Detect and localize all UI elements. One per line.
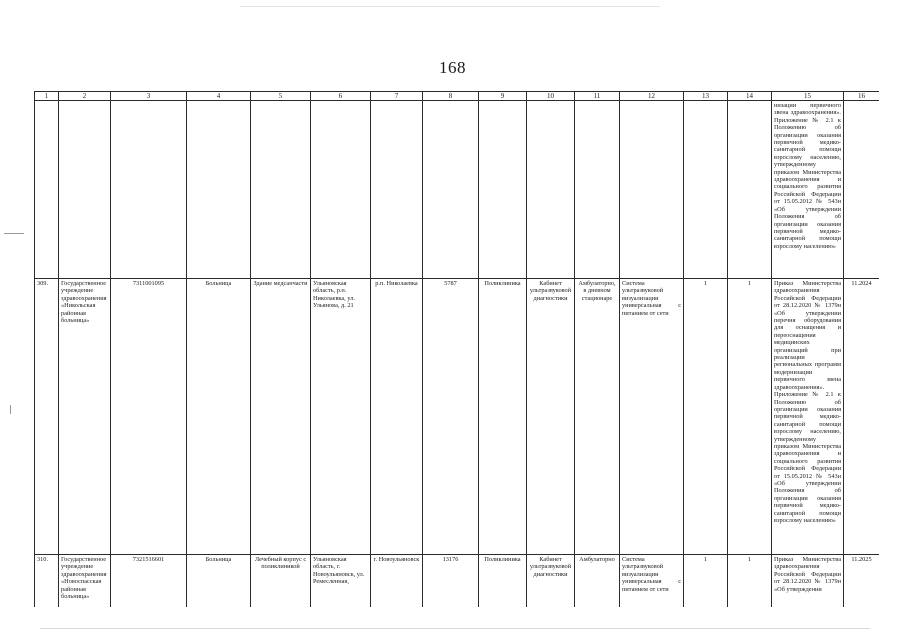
- cell-code: 7311001095: [111, 279, 187, 555]
- cell-empty: [251, 101, 311, 279]
- cell-date: 11.2024: [844, 279, 880, 555]
- cell-empty: [187, 101, 251, 279]
- cell-empty: [423, 101, 479, 279]
- header-row: [35, 92, 880, 101]
- col-header-14: 14: [728, 92, 772, 101]
- col-header-12: 12: [620, 92, 684, 101]
- cell-organization: Государственное учреждение здравоохранения «Никольская районная больница»: [59, 279, 111, 555]
- cell-room: Кабинет ультразвуковой диагностики: [527, 555, 575, 608]
- cell-equipment: Система ультразвуковой визуализации универсальная с питанием от сети: [620, 279, 684, 555]
- cell-basis-continued: низации первичного звена здравоохранения». Приложение № 2.1 к Положению об организации оказания первичной медико-санитарной помощи взрослому населению, утвержденному приказом Министерства здравоохранения и социального развития Российской Федерации от 15.05.2012 № 543н «Об утверждении Положения об организации оказания первичной медико-санитарной помощи взрослому населению»: [772, 101, 844, 279]
- cell-empty: [844, 101, 880, 279]
- cell-empty: [311, 101, 371, 279]
- col-header-4: 4: [187, 92, 251, 101]
- cell-row-number: 310.: [35, 555, 59, 608]
- cell-empty: [728, 101, 772, 279]
- cell-quantity: 1: [684, 555, 728, 608]
- cell-facility-type: Больница: [187, 555, 251, 608]
- cell-empty: [35, 101, 59, 279]
- cell-quantity-2: 1: [728, 555, 772, 608]
- col-header-13: 13: [684, 92, 728, 101]
- col-header-11: 11: [575, 92, 620, 101]
- cell-quantity-2: 1: [728, 279, 772, 555]
- cell-locality: р.п. Николаевка: [371, 279, 423, 555]
- cell-unit: Поликлиника: [479, 555, 527, 608]
- cell-population: 13176: [423, 555, 479, 608]
- cell-date: 11.2025: [844, 555, 880, 608]
- cell-row-number: 309.: [35, 279, 59, 555]
- scan-mark-bottom: [40, 628, 870, 629]
- col-header-16: 16: [844, 92, 880, 101]
- cell-code: 7321516601: [111, 555, 187, 608]
- cell-empty: [527, 101, 575, 279]
- cell-care-conditions: Амбулаторно: [575, 555, 620, 608]
- scan-mark-left-2: [10, 405, 11, 414]
- cell-legal-basis: Приказ Министерства здравоохранения Российской Федерации от 28.12.2020 № 1379н «Об утверждении: [772, 555, 844, 608]
- cell-locality: г. Новоульяновск: [371, 555, 423, 608]
- table-row-continuation: [35, 101, 880, 279]
- cell-care-conditions: Амбулаторно, в дневном стационаре: [575, 279, 620, 555]
- registry-table-sheet: [34, 91, 879, 607]
- registry-table: [34, 91, 879, 607]
- page-number: 168: [439, 58, 466, 77]
- col-header-9: 9: [479, 92, 527, 101]
- cell-organization: Государственное учреждение здравоохранения «Новоспасская районная больница»: [59, 555, 111, 608]
- cell-empty: [479, 101, 527, 279]
- cell-facility-type: Больница: [187, 279, 251, 555]
- cell-empty: [371, 101, 423, 279]
- table-row-309: [35, 279, 880, 555]
- cell-address: Ульяновская область, р.п. Николаевка, ул. Ульянова, д. 21: [311, 279, 371, 555]
- col-header-10: 10: [527, 92, 575, 101]
- cell-empty: [684, 101, 728, 279]
- col-header-15: 15: [772, 92, 844, 101]
- scan-mark-top: [240, 6, 660, 7]
- scan-mark-left-1: [4, 233, 24, 234]
- cell-address: Ульяновская область, г. Новоульяновск, ул. Ремесленная,: [311, 555, 371, 608]
- cell-building: Здание медсанчасти: [251, 279, 311, 555]
- cell-empty: [111, 101, 187, 279]
- cell-equipment: Система ультразвуковой визуализации универсальная с питанием от сети: [620, 555, 684, 608]
- cell-empty: [59, 101, 111, 279]
- cell-quantity: 1: [684, 279, 728, 555]
- col-header-1: 1: [35, 92, 59, 101]
- cell-building: Лечебный корпус с поликлиникой: [251, 555, 311, 608]
- col-header-5: 5: [251, 92, 311, 101]
- col-header-2: 2: [59, 92, 111, 101]
- table-row-310: [35, 555, 880, 608]
- col-header-8: 8: [423, 92, 479, 101]
- cell-population: 5787: [423, 279, 479, 555]
- cell-empty: [620, 101, 684, 279]
- col-header-6: 6: [311, 92, 371, 101]
- col-header-3: 3: [111, 92, 187, 101]
- cell-legal-basis: Приказ Министерства здравоохранения Российской Федерации от 28.12.2020 № 1379н «Об утверждении перечня оборудования для оснащения и переоснащения медицинских организаций при реализации региональных программ модернизации первичного звена здравоохранения». Приложение № 2.1 к Положению об организации оказания первичной медико-санитарной помощи взрослому населению, утвержденному приказом Министерства здравоохранения и социального развития Российской Федерации от 15.05.2012 № 543н «Об утверждении Положения об организации оказания первичной медико-санитарной помощи взрослому населению»: [772, 279, 844, 555]
- cell-unit: Поликлиника: [479, 279, 527, 555]
- cell-empty: [575, 101, 620, 279]
- cell-room: Кабинет ультразвуковой диагностики: [527, 279, 575, 555]
- col-header-7: 7: [371, 92, 423, 101]
